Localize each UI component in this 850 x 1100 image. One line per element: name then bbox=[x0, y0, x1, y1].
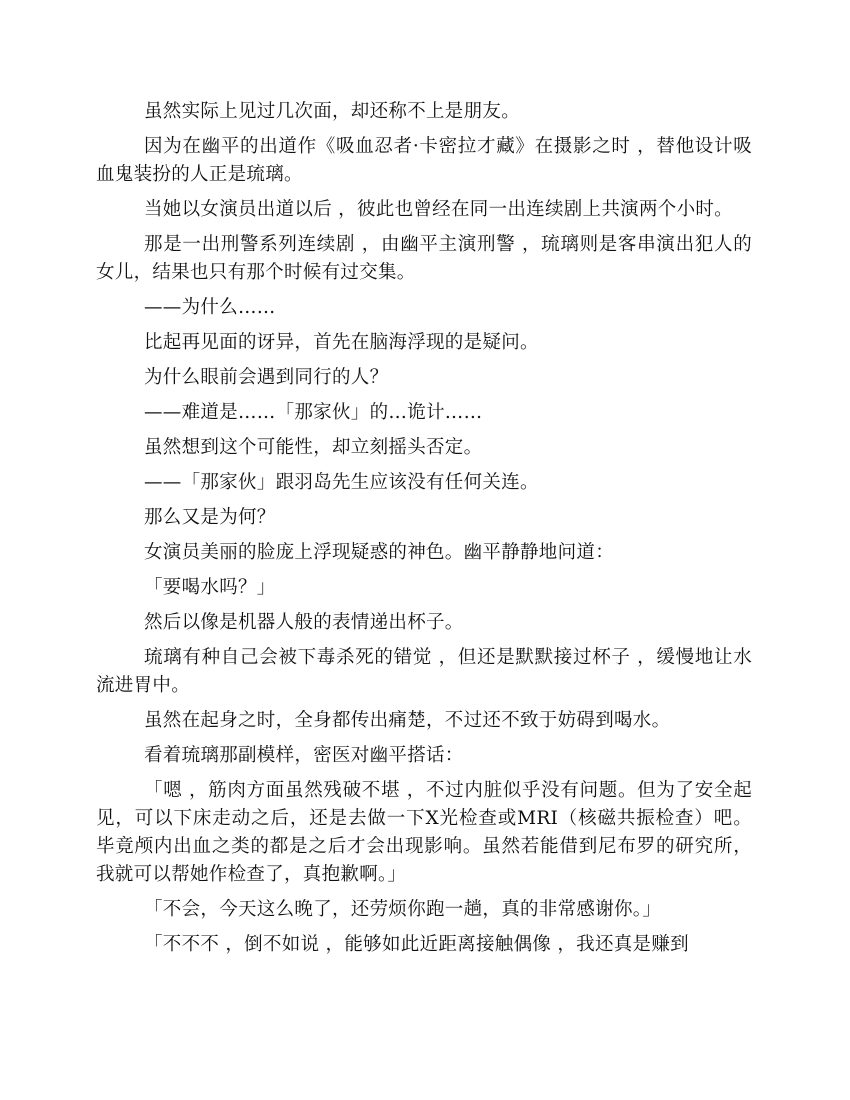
paragraph: 虽然实际上见过几次面，却还称不上是朋友。 bbox=[144, 101, 521, 122]
paragraph: 「嗯 ，筋肉方面虽然残破不堪 ，不过内脏似乎没有问题。但为了安全起见，可以下床走动之后，还是去做一下X光检查或MRI（核磁共振检查）吧。毕竟颅内出血之类的都是之后才会出现影响。虽然若能借到尼布罗的研究所，我就可以帮她作检查了，真抱歉啊。」 bbox=[96, 780, 752, 885]
paragraph: 「不不不 ，倒不如说 ，能够如此近距离接触偶像 ，我还真是赚到 bbox=[144, 934, 689, 955]
paragraph: 看着琉璃那副模样，密医对幽平搭话： bbox=[144, 745, 464, 766]
paragraph: 那么又是为何？ bbox=[144, 507, 276, 528]
paragraph: 女演员美丽的脸庞上浮现疑惑的神色。幽平静静地问道： bbox=[144, 542, 615, 563]
paragraph: 然后以像是机器人般的表情递出杯子。 bbox=[144, 612, 464, 633]
paragraph: 那是一出刑警系列连续剧 ，由幽平主演刑警 ，琉璃则是客串演出犯人的女儿，结果也只有那个时候有过交集。 bbox=[96, 234, 752, 283]
paragraph: 「不会，今天这么晚了，还劳烦你跑一趟，真的非常感谢你。」 bbox=[144, 899, 662, 920]
paragraph: 比起再见面的讶异，首先在脑海浮现的是疑问。 bbox=[144, 332, 539, 353]
paragraph: 因为在幽平的出道作《吸血忍者·卡密拉才藏》在摄影之时 ，替他设计吸血鬼装扮的人正是琉璃。 bbox=[96, 136, 752, 185]
paragraph: 「要喝水吗？」 bbox=[144, 577, 276, 598]
document-body bbox=[96, 98, 752, 966]
paragraph: 琉璃有种自己会被下毒杀死的错觉 ，但还是默默接过杯子 ，缓慢地让水流进胃中。 bbox=[96, 647, 752, 696]
paragraph: 虽然在起身之时，全身都传出痛楚，不过还不致于妨碍到喝水。 bbox=[144, 710, 671, 731]
paragraph: ——为什么…… bbox=[144, 297, 276, 318]
paragraph: 当她以女演员出道以后 ，彼此也曾经在同一出连续剧上共演两个小时。 bbox=[144, 199, 733, 220]
paragraph: ——难道是……「那家伙」的…诡计…… bbox=[144, 402, 483, 423]
paragraph: 为什么眼前会遇到同行的人？ bbox=[144, 367, 389, 388]
paragraph: ——「那家伙」跟羽岛先生应该没有任何关连。 bbox=[144, 472, 539, 493]
paragraph: 虽然想到这个可能性，却立刻摇头否定。 bbox=[144, 437, 483, 458]
